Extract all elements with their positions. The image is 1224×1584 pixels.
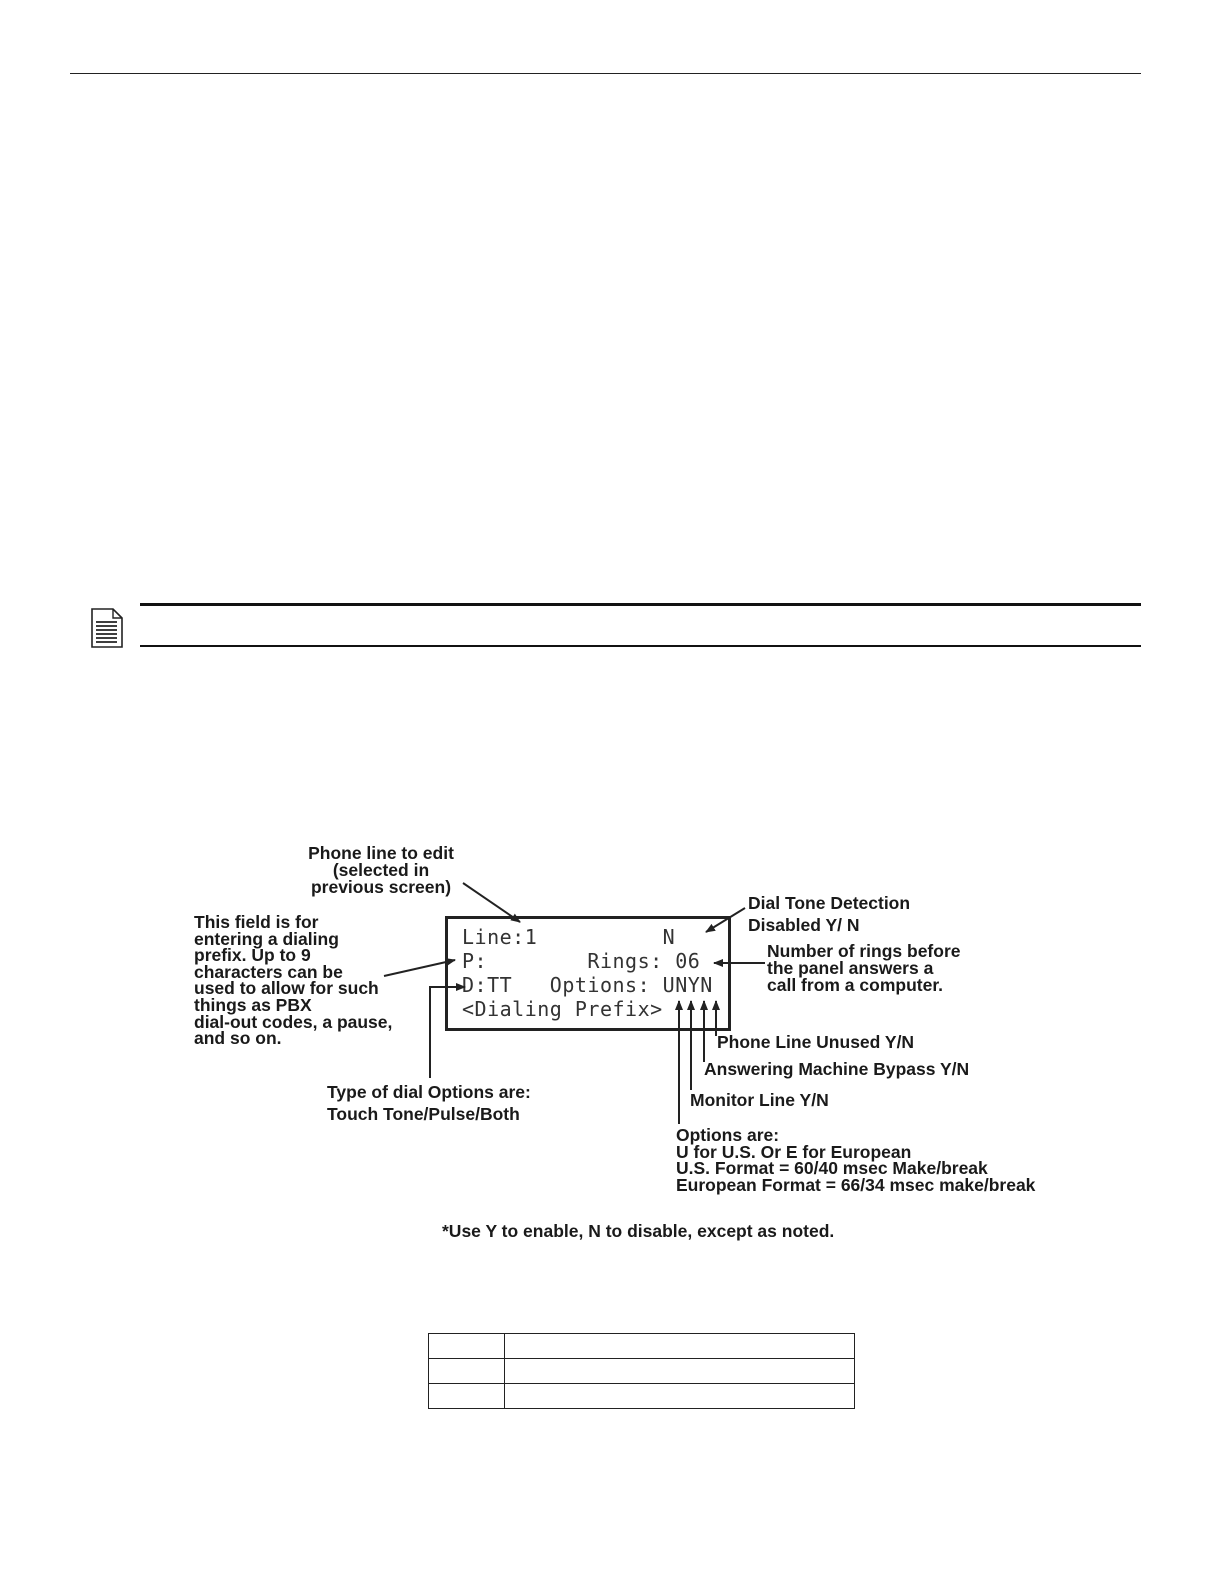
header-rule bbox=[70, 73, 1141, 74]
label-monitor-line: Monitor Line Y/N bbox=[690, 1090, 829, 1110]
lcd-display bbox=[445, 916, 731, 1031]
empty-table bbox=[428, 1333, 855, 1409]
lcd-line-1: Line:1 N bbox=[462, 925, 676, 949]
lcd-line-4: <Dialing Prefix> bbox=[462, 997, 663, 1021]
label-phone-unused: Phone Line Unused Y/N bbox=[717, 1032, 915, 1052]
label-dial-type: Type of dial Options are: Touch Tone/Pulse/Both bbox=[327, 1082, 531, 1124]
label-prefix-field: This field is for entering a dialing prefix. Up to 9 characters can be used to allow for such things as PBX dial-out codes, a pause, and so on. bbox=[194, 912, 393, 1049]
footnote: *Use Y to enable, N to disable, except as noted. bbox=[442, 1221, 835, 1241]
label-rings: Number of rings before the panel answers a call from a computer. bbox=[767, 941, 961, 995]
label-answering-machine: Answering Machine Bypass Y/N bbox=[704, 1059, 970, 1079]
label-options: Options are: U for U.S. Or E for European U.S. Format = 60/40 msec Make/break European Format = 66/34 msec make/break bbox=[676, 1125, 1036, 1195]
note-top-rule bbox=[140, 603, 1141, 606]
label-phone-line: Phone line to edit (selected in previous screen) bbox=[308, 843, 454, 897]
table-row bbox=[429, 1384, 855, 1409]
table-row bbox=[429, 1334, 855, 1359]
table-row bbox=[429, 1359, 855, 1384]
label-dial-tone: Dial Tone Detection Disabled Y/ N bbox=[748, 893, 911, 935]
lcd-line-3: D:TT Options: UNYN bbox=[462, 973, 713, 997]
note-bottom-rule bbox=[140, 645, 1141, 647]
lcd-line-2: P: Rings: 06 bbox=[462, 949, 701, 973]
note-document-icon bbox=[91, 608, 123, 648]
